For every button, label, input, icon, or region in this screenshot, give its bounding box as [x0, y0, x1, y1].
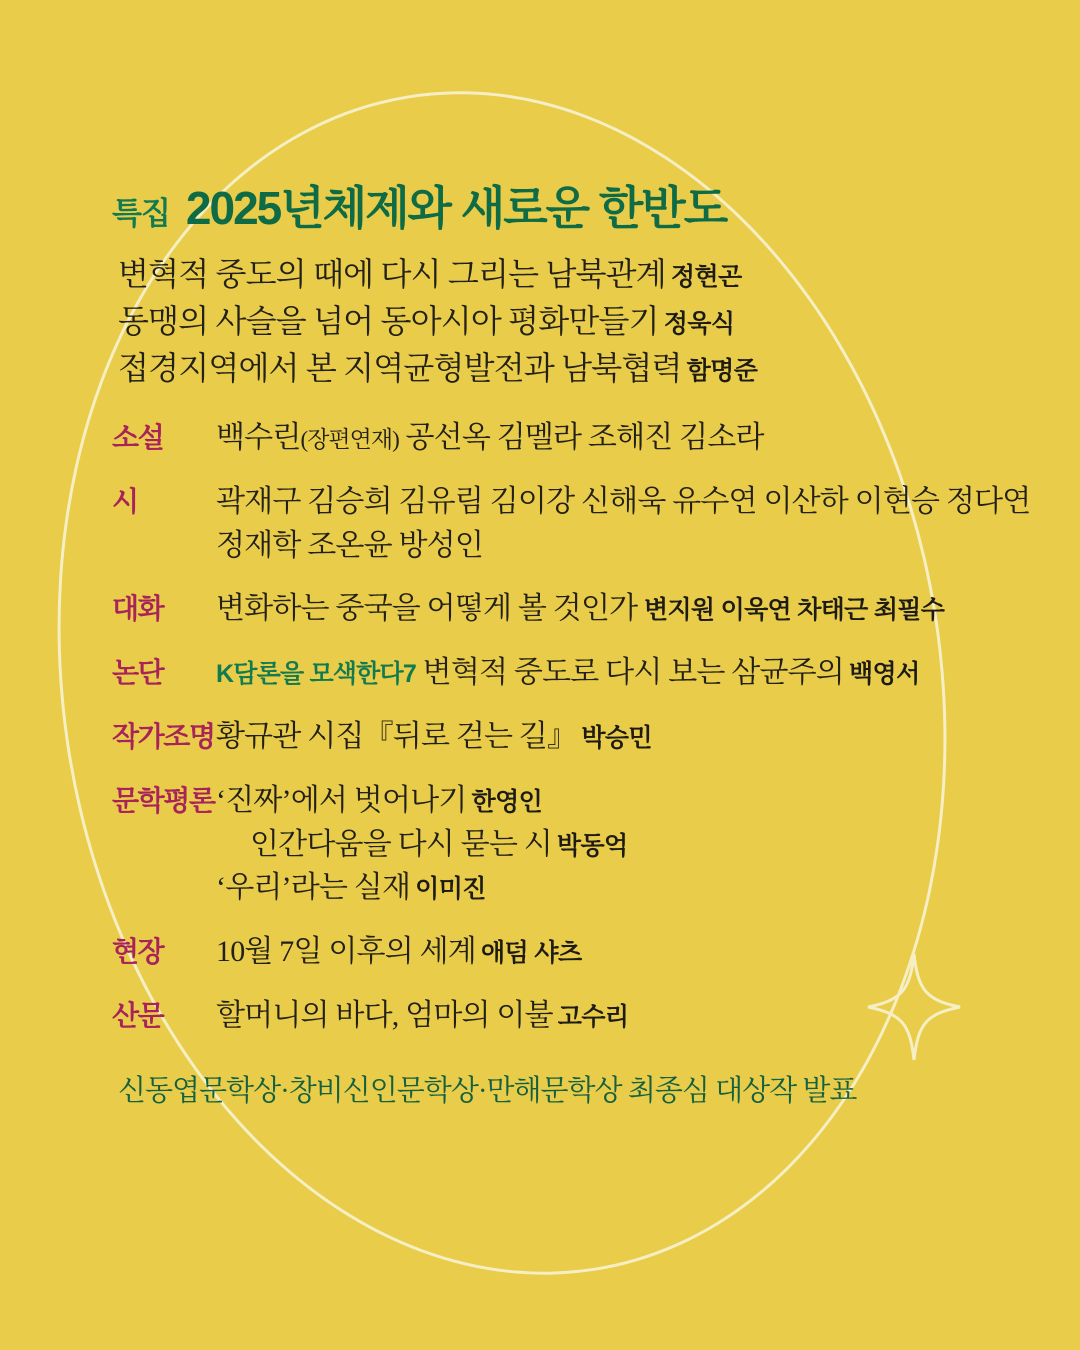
fiction-author-list: 공선옥 김멜라 조해진 김소라 [405, 421, 764, 455]
page-title: 2025년체제와 새로운 한반도 [185, 182, 727, 234]
criticism-title: ‘진짜’에서 벗어나기 [216, 783, 467, 817]
section-body [216, 930, 982, 974]
section-body [216, 587, 982, 631]
section-body [216, 779, 982, 910]
dialogue-participants: 변지원 이욱연 차태근 최필수 [644, 596, 945, 625]
essay-title: 변혁적 중도로 다시 보는 삼균주의 [422, 656, 844, 690]
section-body [216, 416, 982, 460]
section-poetry [112, 480, 1031, 568]
feature-article-list [118, 251, 982, 392]
section-label: 문학평론 [112, 784, 215, 816]
section-body [216, 994, 982, 1038]
criticism-author: 박동억 [556, 831, 628, 860]
feature-article-item [118, 251, 982, 298]
section-field-report [112, 930, 982, 974]
field-report-title: 10월 7일 이후의 세계 [216, 935, 476, 969]
special-feature-kicker: 특집 [112, 196, 170, 231]
field-report-author: 애덤 샤츠 [480, 939, 582, 968]
section-label: 소설 [112, 422, 164, 454]
fiction-serial-note: (장편연재) [300, 427, 399, 453]
section-prose [112, 994, 982, 1038]
poster-content [112, 182, 1031, 1109]
prose-title: 할머니의 바다, 엄마의 이불 [216, 999, 553, 1033]
section-label: 작가조명 [112, 721, 215, 753]
feature-article-item [118, 298, 982, 345]
award-announcement: 신동엽문학상·창비신인문학상·만해문학상 최종심 대상작 발표 [118, 1074, 857, 1107]
criticism-author: 이미진 [415, 875, 486, 904]
feature-article-title: 접경지역에서 본 지역균형발전과 남북협력 [118, 350, 682, 387]
criticism-author: 한영인 [471, 787, 543, 816]
feature-article-title: 변혁적 중도의 때에 다시 그리는 남북관계 [118, 256, 666, 292]
section-essay [112, 651, 982, 695]
spotlight-title: 황규관 시집『뒤로 걷는 길』 [216, 720, 577, 754]
section-body [216, 480, 1030, 568]
criticism-title: 인간다움을 다시 묻는 시 [250, 827, 552, 861]
headline-row [112, 184, 982, 233]
section-body [216, 715, 982, 759]
poetry-author-line-1: 곽재구 김승희 김유림 김이강 신해욱 유수연 이산하 이현승 정다연 [216, 484, 1031, 518]
essay-author: 백영서 [849, 660, 920, 689]
section-label: 현장 [112, 936, 164, 968]
criticism-item [216, 779, 982, 823]
criticism-item [216, 866, 982, 910]
feature-article-author: 함명준 [686, 357, 758, 386]
criticism-item [216, 823, 982, 867]
section-fiction [112, 416, 982, 460]
section-label: 산문 [112, 1000, 164, 1032]
feature-article-author: 정현곤 [670, 263, 742, 291]
section-literary-criticism [112, 779, 982, 910]
feature-article-item [118, 345, 982, 392]
section-label: 논단 [112, 657, 164, 689]
criticism-title: ‘우리’라는 실재 [216, 871, 411, 905]
fiction-lead-author: 백수린 [216, 421, 301, 455]
essay-series-label: K담론을 모색한다7 [216, 660, 416, 689]
prose-author: 고수리 [557, 1003, 629, 1032]
section-body [216, 651, 982, 695]
poetry-author-line-2: 정재학 조온윤 방성인 [216, 528, 484, 562]
section-label: 시 [112, 485, 138, 517]
feature-article-title: 동맹의 사슬을 넘어 동아시아 평화만들기 [118, 303, 659, 340]
section-author-spotlight [112, 715, 982, 759]
feature-article-author: 정욱식 [663, 310, 735, 339]
dialogue-title: 변화하는 중국을 어떻게 볼 것인가 [216, 592, 638, 626]
spotlight-author: 박승민 [581, 724, 652, 753]
section-label: 대화 [112, 593, 164, 625]
section-dialogue [112, 587, 982, 631]
